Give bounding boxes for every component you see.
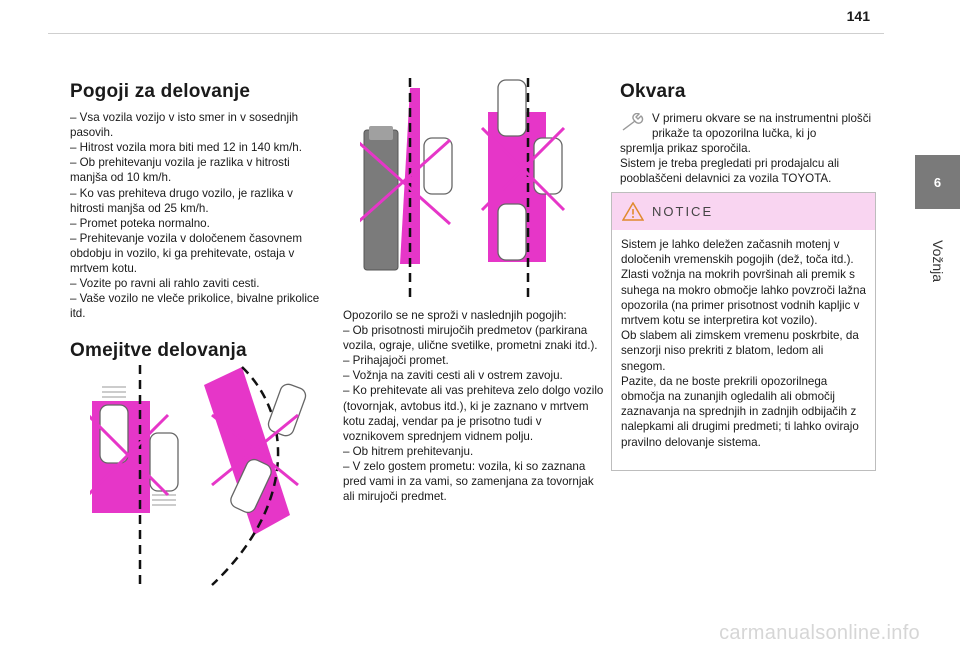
conditions-line: – Ob prehitevanju vozila je razlika v hitrosti manjša od 10 km/h. <box>70 156 290 185</box>
conditions-line: – Vozite po ravni ali rahlo zaviti cesti. <box>70 277 260 291</box>
chapter-label: Vožnja <box>930 240 946 283</box>
diagram-parked-vehicles <box>90 365 200 587</box>
header-divider <box>48 33 884 34</box>
wrench-icon <box>620 113 646 133</box>
limitations-line: – Ko prehitevate ali vas prehiteva zelo dolgo vozilo (tovornjak, avtobus itd.), ki je zaznano v mrtvem kotu zadaj, vendar pa je prisotno tudi v voznikovem sprednjem vidnem polju. <box>343 384 604 443</box>
conditions-line: – Vsa vozila vozijo v isto smer in v sosednjih pasovih. <box>70 111 299 140</box>
notice-text: Pazite, da ne boste prekrili opozorilnega območja na zunanjih ogledalih ali območij zaznavanja na sprednjih in zadnjih odbijačih z nalepkami ali drugimi predmeti; ti lahko ovirajo pravilno delovanje sistema. <box>621 374 859 449</box>
notice-label: NOTICE <box>652 204 714 219</box>
fault-title: Okvara <box>620 81 686 102</box>
conditions-title: Pogoji za delovanje <box>70 81 251 102</box>
conditions-line: – Hitrost vozila mora biti med 12 in 140 km/h. <box>70 141 302 155</box>
conditions-line: – Vaše vozilo ne vleče prikolice, bivalne prikolice itd. <box>70 292 320 321</box>
limitations-section <box>343 308 605 504</box>
watermark: carmanualsonline.info <box>719 622 920 644</box>
diagram-curved-road <box>202 365 322 587</box>
diagram-long-vehicle <box>360 78 470 300</box>
conditions-line: – Promet poteka normalno. <box>70 216 210 230</box>
warning-triangle-icon <box>622 202 644 221</box>
page-number: 141 <box>846 8 870 24</box>
conditions-section <box>70 81 330 321</box>
chapter-tab[interactable]: 6 <box>915 155 960 209</box>
limitations-line: – Vožnja na zaviti cesti ali v ostrem zavoju. <box>343 369 563 383</box>
fault-rest: spremlja prikaz sporočila. <box>620 142 751 156</box>
limitations-line: – Ob hitrem prehitevanju. <box>343 444 474 458</box>
limitations-line: – Ob prisotnosti mirujočih predmetov (parkirana vozila, ograje, ulične svetilke, prometni znaki itd.). <box>343 324 598 353</box>
limitations-title: Omejitve delovanja <box>70 340 247 361</box>
diagram-dense-traffic <box>478 78 588 300</box>
notice-box <box>611 192 876 471</box>
notice-text: Ob slabem ali zimskem vremenu poskrbite, da senzorji niso prekriti z blatom, ledom ali snegom. <box>621 329 859 373</box>
limitations-line: Opozorilo se ne sproži v naslednjih pogojih: <box>343 309 567 322</box>
fault-lead: V primeru okvare se na instrumentni plošči prikaže ta opozorilna lučka, ki jo <box>652 112 872 141</box>
limitations-line: – V zelo gostem prometu: vozila, ki so zaznana pred vami in za vami, so zamenjana za tovornjak ali mirujoči predmet. <box>343 459 594 504</box>
fault-section <box>620 81 875 187</box>
fault-advice: Sistem je treba pregledati pri prodajalcu ali pooblaščeni delavnici za vozila TOYOTA. <box>620 157 840 186</box>
conditions-line: – Prehitevanje vozila v določenem časovnem obdobju in vozilo, ki ga prehitevate, ostaja v mrtvem kotu. <box>70 231 302 276</box>
conditions-line: – Ko vas prehiteva drugo vozilo, je razlika v hitrosti manjša od 25 km/h. <box>70 186 293 215</box>
notice-text: Sistem je lahko deležen začasnih motenj v določenih vremenskih pogojih (dež, toča itd.). Zlasti vožnja na mokrih površinah ali premik s suhega na mokro območje lahko povzroči lažna opozorila (na primer prisotnost vodnih kapljic v mrtvem kotu se interpretira kot vozilo). <box>621 238 866 328</box>
limitations-line: – Prihajajoči promet. <box>343 354 449 368</box>
